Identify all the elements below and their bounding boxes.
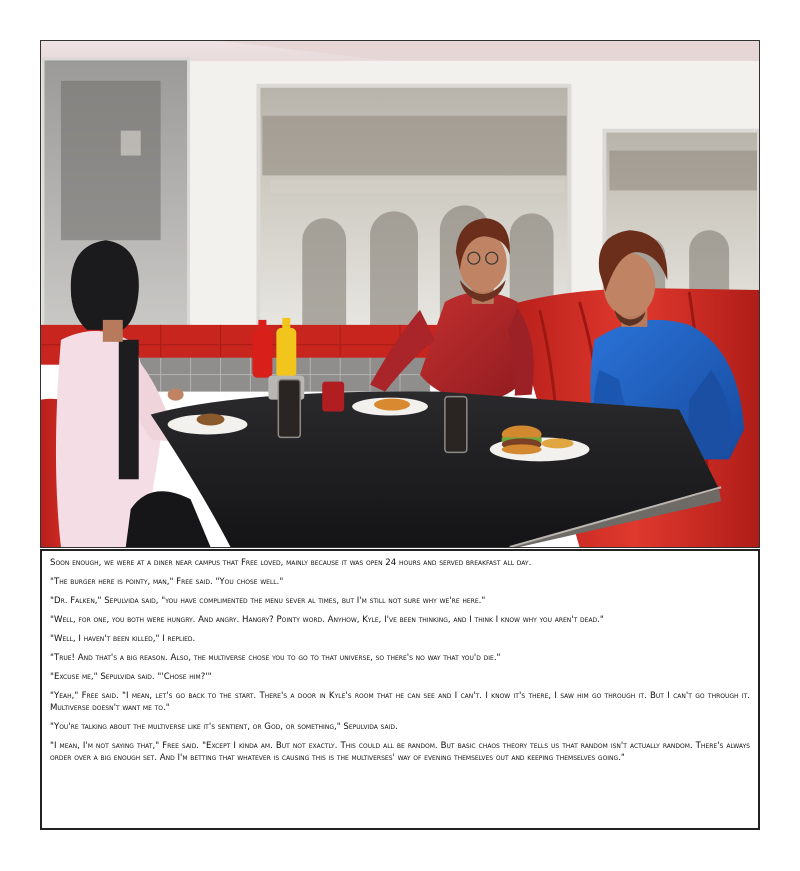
narrative-text-box xyxy=(40,549,760,830)
mustard-bottle xyxy=(276,328,296,378)
narrative-paragraph: "Well, for one, you both were hungry. And angry. Hangry? Pointy word. Anyhow, Kyle, I've been thinking, and I think I know why you aren't dead." xyxy=(50,615,604,625)
narrative-paragraph: "Yeah," Free said. "I mean, let's go back to the start. There's a door in Kyle's room that he can see and I can't. I know it's there, I saw him go through it. But I can't go through it. Multiverse doesn't want me to." xyxy=(50,691,750,713)
narrative-paragraph: "Excuse me," Sepulvida said. "'Chose him?'" xyxy=(50,672,212,682)
narrative-paragraph: "I mean, I'm not saying that," Free said. "Except I kinda am. But not exactly. This could all be random. But basic chaos theory tells us that random isn't actually random. There's always order over a big enough set. And I'm betting that whatever is causing this is the multiverses' way of evening themselves out and keeping themselves going." xyxy=(50,741,750,763)
narrative-paragraph: "True! And that's a big reason. Also, the multiverse chose you to go to that universe, so there's no way that you'd die." xyxy=(50,653,501,663)
comic-panel xyxy=(40,40,760,548)
diner-scene xyxy=(41,41,759,547)
narrative-paragraph: "The burger here is pointy, man," Free said. "You chose well." xyxy=(50,577,284,587)
narrative-paragraph: "Dr. Falken," Sepulvida said, "you have complimented the menu sever al times, but I'm still not sure why we're here." xyxy=(50,596,486,606)
narrative-paragraph: Soon enough, we were at a diner near campus that Free loved, mainly because it was open 24 hours and served breakfast all day. xyxy=(50,558,532,568)
narrative-paragraph: "You're talking about the multiverse like it's sentient, or God, or something," Sepulvida said. xyxy=(50,722,398,732)
ketchup-bottle xyxy=(252,330,272,378)
narrative-paragraph: "Well, I haven't been killed," I replied. xyxy=(50,634,196,644)
